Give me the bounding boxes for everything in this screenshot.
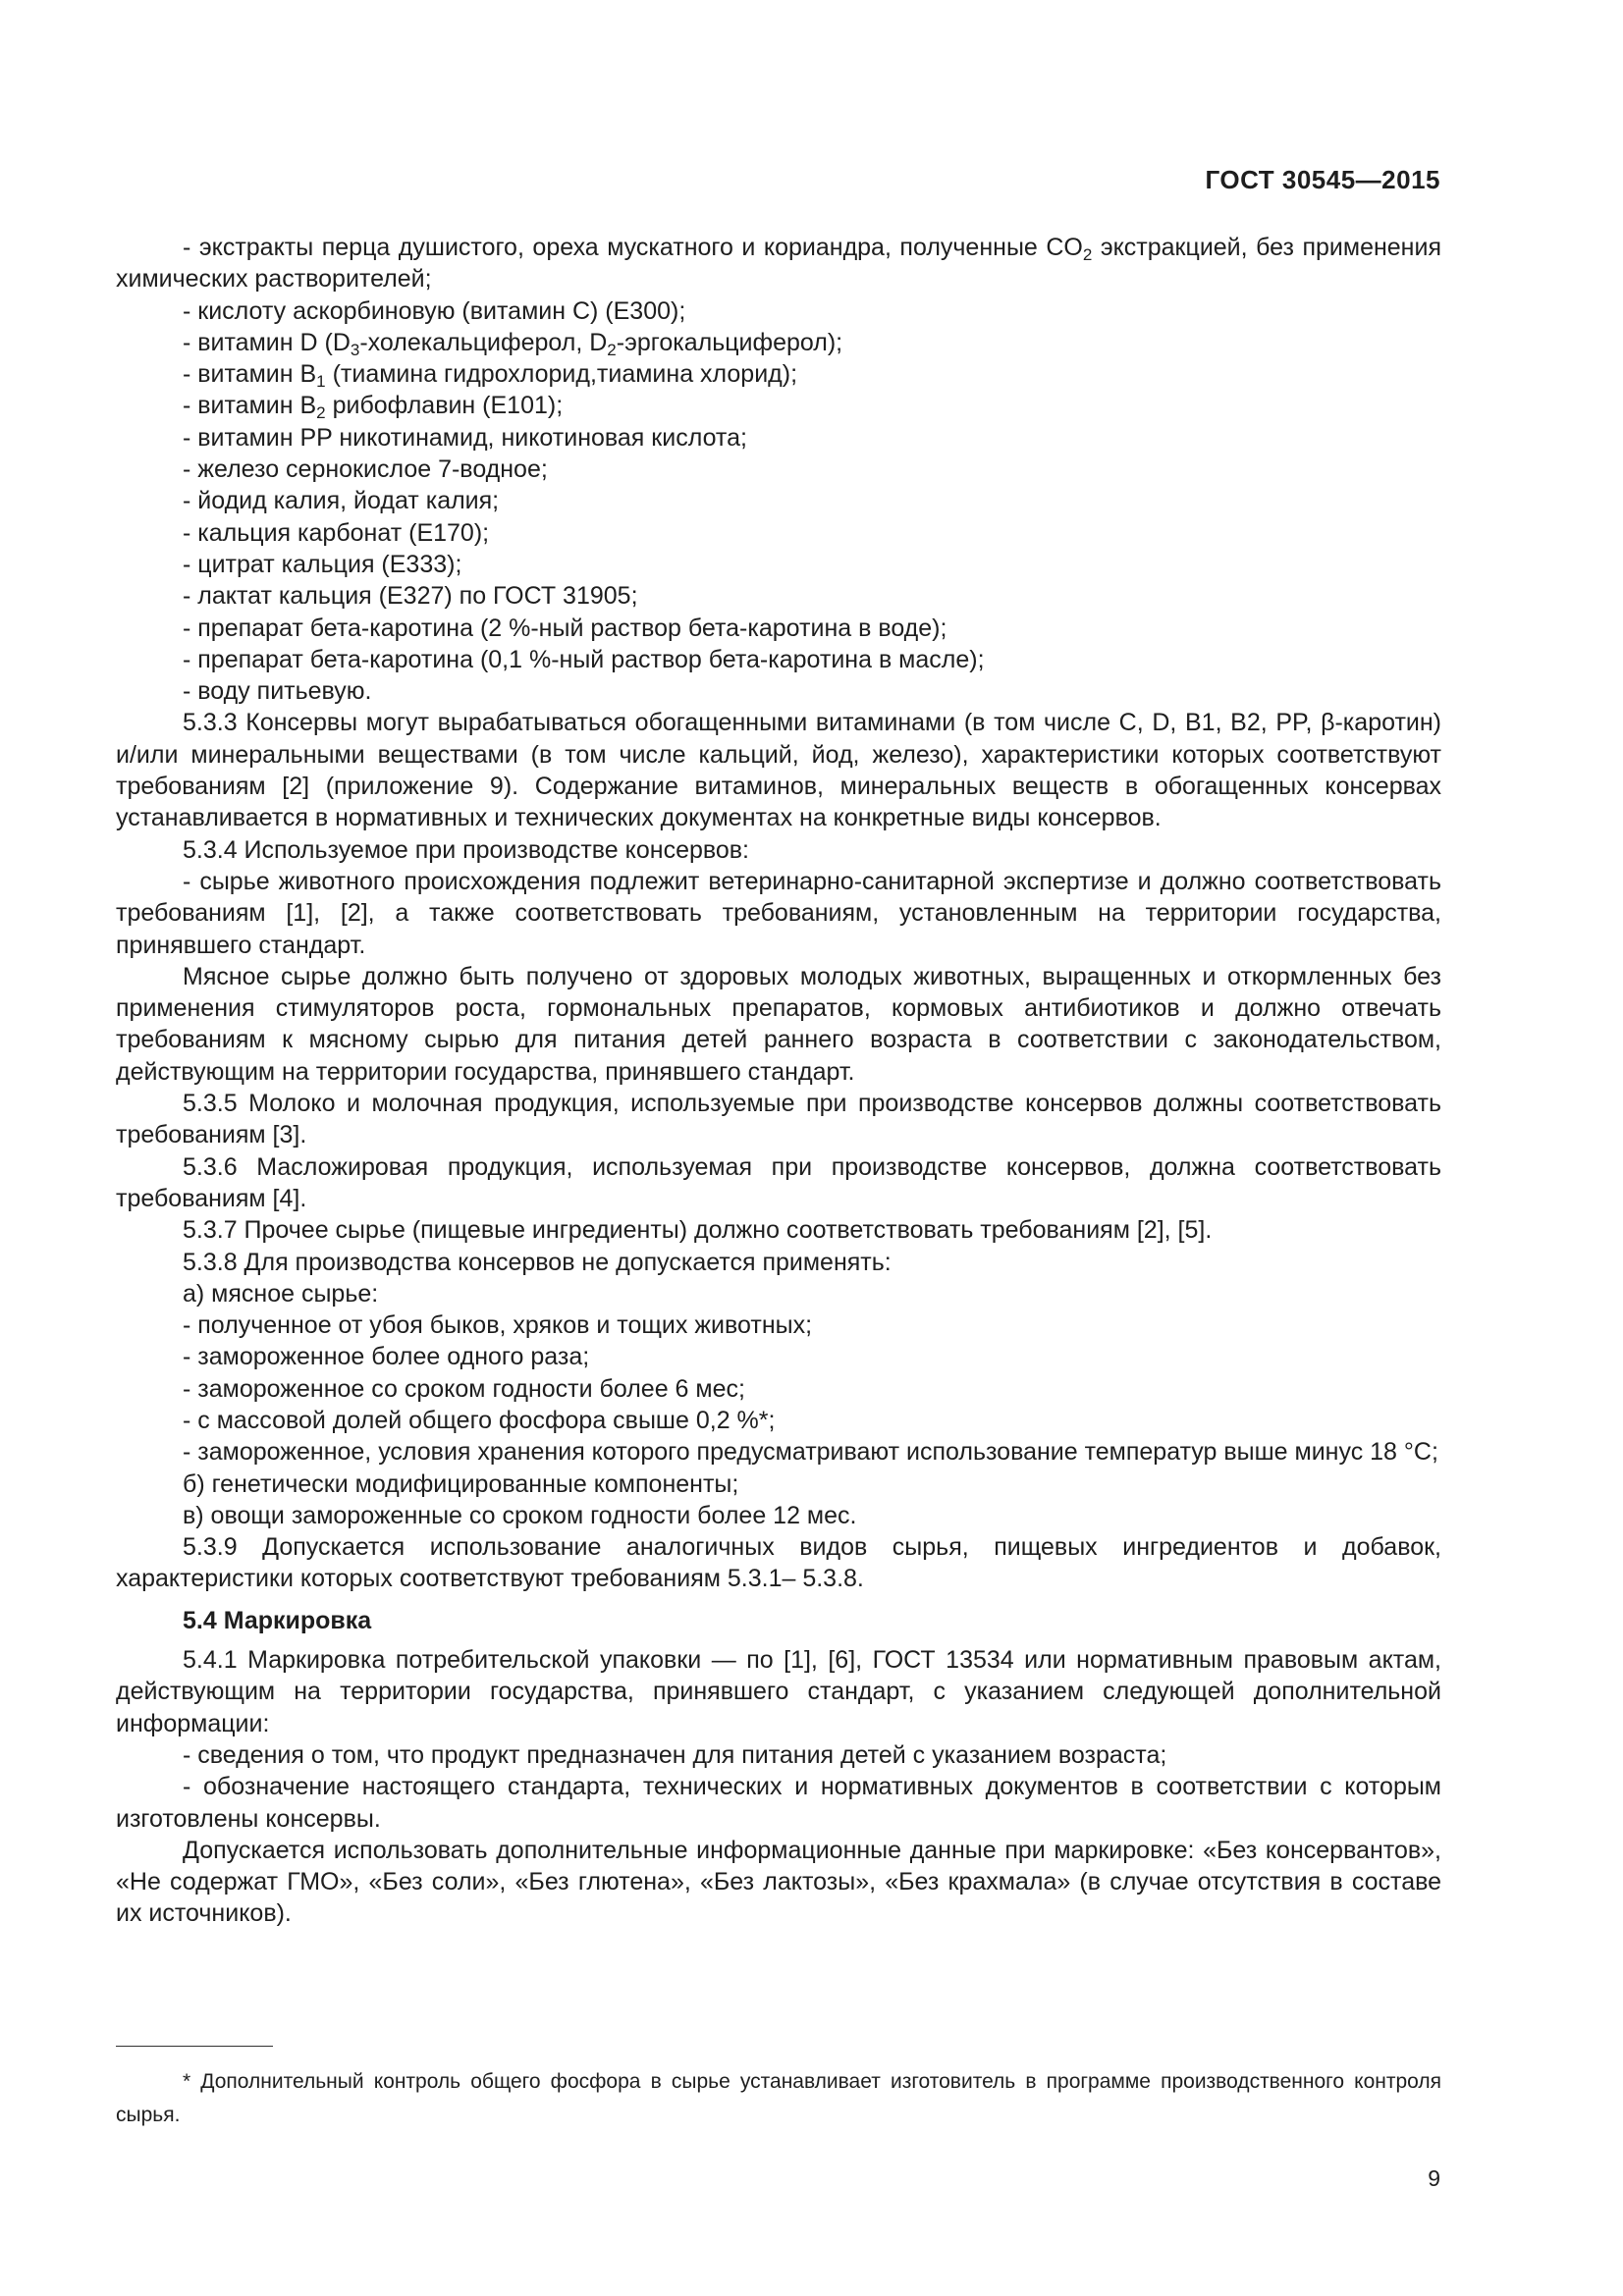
page-body <box>116 232 1441 1930</box>
page-number: 9 <box>1428 2165 1440 2191</box>
list-item: - замороженное более одного раза; <box>183 1343 590 1371</box>
footnote-divider <box>116 2046 273 2047</box>
standard-code-header: ГОСТ 30545—2015 <box>1205 165 1440 194</box>
list-item: в) овощи замороженные со сроком годности более 12 мес. <box>183 1501 857 1529</box>
clause-5-3-7: 5.3.7 Прочее сырье (пищевые ингредиенты) должно соответствовать требованиям [2], [5]. <box>183 1216 1213 1245</box>
list-item: - кислоту аскорбиновую (витамин С) (Е300); <box>183 296 686 325</box>
clause-5-4-1: 5.4.1 Маркировка потребительской упаковки — по [1], [6], ГОСТ 13534 или нормативным правовым актам, действующим на территории государства, принявшего стандарт, с указанием следующей дополнительной информации: <box>116 1646 1441 1737</box>
clause-5-3-8: 5.3.8 Для производства консервов не допускается применять: <box>183 1248 892 1276</box>
list-item: - йодид калия, йодат калия; <box>183 487 500 515</box>
list-item: - замороженное со сроком годности более 6 мес; <box>183 1374 745 1403</box>
footnote: * Дополнительный контроль общего фосфора в сырье устанавливает изготовитель в программе производственного контроля сырья. <box>116 2070 1441 2126</box>
clause-5-3-4: 5.3.4 Используемое при производстве консервов: <box>183 835 750 864</box>
list-item: б) генетически модифицированные компоненты; <box>183 1469 739 1498</box>
clause-5-3-4-meat: Мясное сырье должно быть получено от здоровых молодых животных, выращенных и откормленных без применения стимуляторов роста, гормональных препаратов, кормовых антибиотиков и должно отвечать требованиям к мясному сырью для питания детей раннего возраста в соответствии с законодательством, действующим на территории государства, принявшего стандарт. <box>116 962 1441 1086</box>
list-item: - полученное от убоя быков, хряков и тощих животных; <box>183 1311 813 1340</box>
list-item: а) мясное сырье: <box>183 1279 379 1308</box>
list-item: - сведения о том, что продукт предназначен для питания детей с указанием возраста; <box>183 1740 1167 1769</box>
list-item: - цитрат кальция (Е333); <box>183 550 462 578</box>
list-item: - экстракты перца душистого, ореха мускатного и кориандра, полученные $CO_2$ экстракцией, без применения химических растворителей; <box>116 234 1441 294</box>
clause-5-3-6: 5.3.6 Масложировая продукция, используемая при производстве консервов, должна соответствовать требованиям [4]. <box>116 1152 1441 1212</box>
list-item: - витамин D ($D_3$-холекальциферол, $D_2-эргокальциферол$); <box>183 328 843 359</box>
list-item: - витамин $B_2$ рибофлавин (Е101); <box>183 392 564 423</box>
list-item: - обозначение настоящего стандарта, технических и нормативных документов в соответствии с которым изготовлены консервы. <box>116 1773 1441 1833</box>
list-item: - препарат бета-каротина (0,1 %-ный раствор бета-каротина в масле); <box>183 645 985 673</box>
clause-5-4-1-extra: Допускается использовать дополнительные информационные данные при маркировке: «Без консервантов», «Не содержат ГМО», «Без соли», «Без глютена», «Без лактозы», «Без крахмала» (в случае отсутствия в составе их источников). <box>116 1836 1441 1928</box>
list-item: - железо сернокислое 7-водное; <box>183 455 548 484</box>
list-item: - витамин $B_1$ (тиамина гидрохлорид,тиамина хлорид); <box>183 360 798 392</box>
list-item: - препарат бета-каротина (2 %-ный раствор бета-каротина в воде); <box>183 614 947 642</box>
list-item: - с массовой долей общего фосфора свыше 0,2 %*; <box>183 1406 776 1434</box>
list-item: - лактат кальция (Е327) по ГОСТ 31905; <box>183 582 638 611</box>
clause-5-3-9: 5.3.9 Допускается использование аналогичных видов сырья, пищевых ингредиентов и добавок, характеристики которых соответствуют требованиям 5.3.1– 5.3.8. <box>116 1533 1441 1593</box>
clause-5-3-5: 5.3.5 Молоко и молочная продукция, используемые при производстве консервов должны соответствовать требованиям [3]. <box>116 1090 1441 1149</box>
list-item: - воду питьевую. <box>183 677 372 706</box>
clause-5-3-3: 5.3.3 Консервы могут вырабатываться обогащенными витаминами (в том числе С, D, В1, В2, PP, β-каротин) и/или минеральными веществами (в том числе кальций, йод, железо), характеристики которых соответствуют требованиям [2] (приложение 9). Содержание витаминов, минеральных веществ в обогащенных консервах устанавливается в нормативных и технических документах на конкретные виды консервов. <box>116 709 1441 832</box>
list-item: - кальция карбонат (Е170); <box>183 518 490 547</box>
section-heading-5-4: 5.4 Маркировка <box>183 1606 372 1634</box>
clause-5-3-4-item: - сырье животного происхождения подлежит ветеринарно-санитарной экспертизе и должно соответствовать требованиям [1], [2], а также соответствовать требованиям, установленным на территории государства, принявшего стандарт. <box>116 867 1441 959</box>
list-item: - витамин PP никотинамид, никотиновая кислота; <box>183 423 747 452</box>
list-item: - замороженное, условия хранения которого предусматривают использование температур выше минус 18 °С; <box>183 1438 1438 1467</box>
